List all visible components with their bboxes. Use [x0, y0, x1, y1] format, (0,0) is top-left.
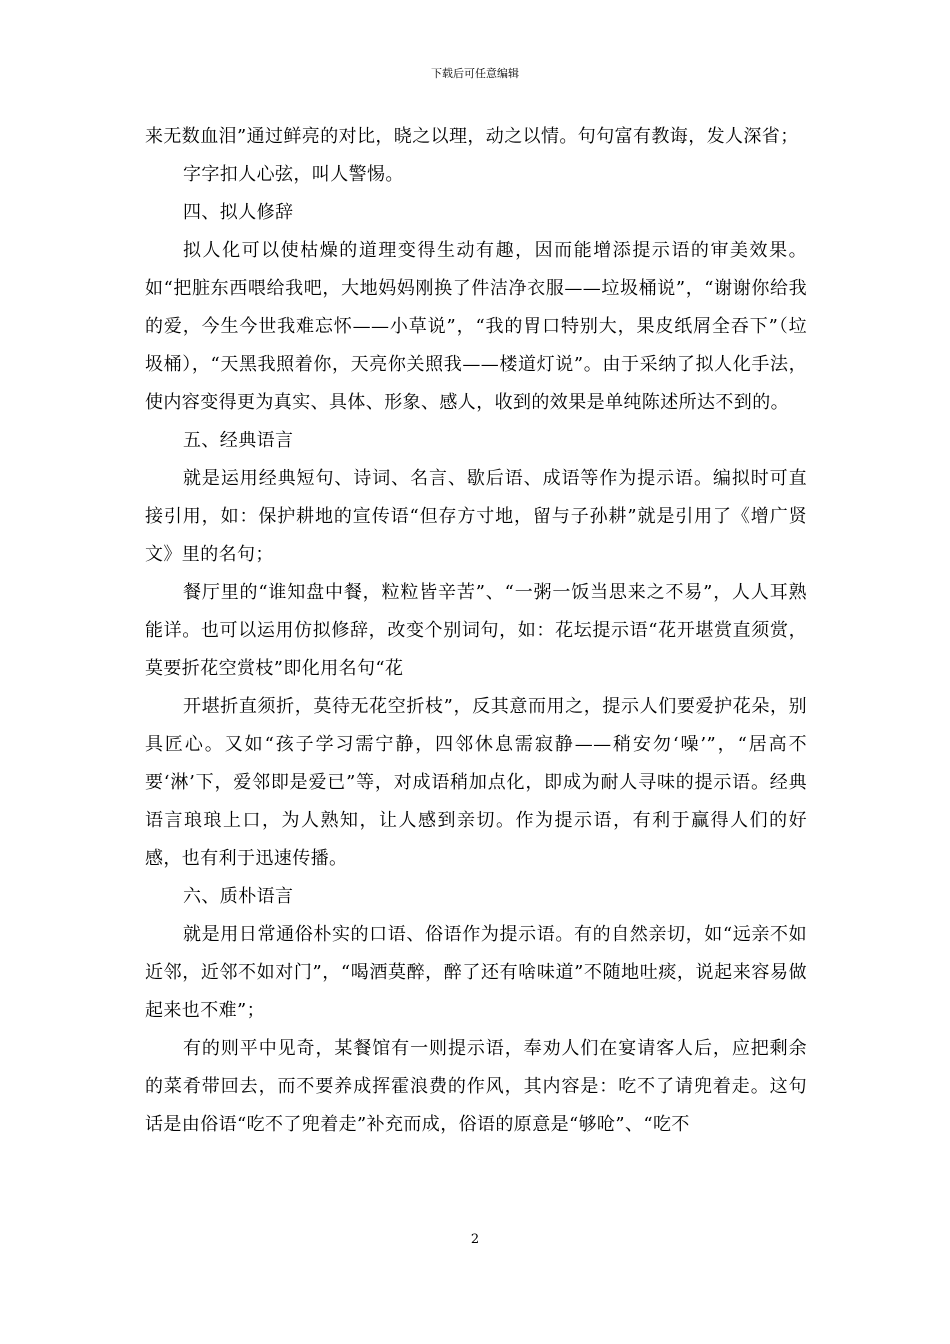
- section-heading: 五、经典语言: [183, 430, 294, 451]
- paragraph: 有的则平中见奇，某餐馆有一则提示语，奉劝人们在宴请客人后，应把剩余的菜肴带回去，而不要养成挥霍浪费的作风，其内容是：吃不了请兜着走。这句话是由俗语“吃不了兜着走”补充而成，俗语的原意是“够呛”、“吃不: [145, 1038, 807, 1135]
- paragraph: 就是运用经典短句、诗词、名言、歇后语、成语等作为提示语。编拟时可直接引用，如：保护耕地的宣传语“但存方寸地，留与子孙耕”就是引用了《增广贤文》里的名句；: [145, 468, 807, 565]
- document-body: [145, 118, 807, 1144]
- page-number: 2: [470, 1232, 480, 1247]
- section-heading: 六、质朴语言: [183, 886, 294, 907]
- section-heading: 四、拟人修辞: [183, 202, 294, 223]
- paragraph: 拟人化可以使枯燥的道理变得生动有趣，因而能增添提示语的审美效果。如“把脏东西喂给我吧，大地妈妈刚换了件洁净衣服——垃圾桶说”，“谢谢你给我的爱，今生今世我难忘怀——小草说”，“我的胃口特别大，果皮纸屑全吞下”（垃圾桶），“天黑我照着你，天亮你关照我——楼道灯说”。由于采纳了拟人化手法，使内容变得更为真实、具体、形象、感人，收到的效果是单纯陈述所达不到的。: [145, 240, 807, 413]
- paragraph: 字字扣人心弦，叫人警惕。: [183, 164, 404, 185]
- paragraph: 来无数血泪”通过鲜亮的对比，晓之以理，动之以情。句句富有教诲，发人深省；: [145, 126, 799, 147]
- paragraph: 餐厅里的“谁知盘中餐，粒粒皆辛苦”、“一粥一饭当思来之不易”，人人耳熟能详。也可以运用仿拟修辞，改变个别词句，如：花坛提示语“花开堪赏直须赏，莫要折花空赏枝”即化用名句“花: [145, 582, 807, 679]
- page-header: 下载后可任意编辑: [431, 67, 519, 80]
- paragraph: 就是用日常通俗朴实的口语、俗语作为提示语。有的自然亲切，如“远亲不如近邻，近邻不如对门”，“喝酒莫醉，醉了还有啥味道”不随地吐痰，说起来容易做起来也不难”；: [145, 924, 807, 1021]
- paragraph: 开堪折直须折，莫待无花空折枝”，反其意而用之，提示人们要爱护花朵，别具匠心。又如“孩子学习需宁静，四邻休息需寂静——稍安勿‘噪’”，“居高不要‘淋’下，爱邻即是爱已”等，对成语稍加点化，即成为耐人寻味的提示语。经典语言琅琅上口，为人熟知，让人感到亲切。作为提示语，有利于赢得人们的好感，也有利于迅速传播。: [145, 696, 807, 869]
